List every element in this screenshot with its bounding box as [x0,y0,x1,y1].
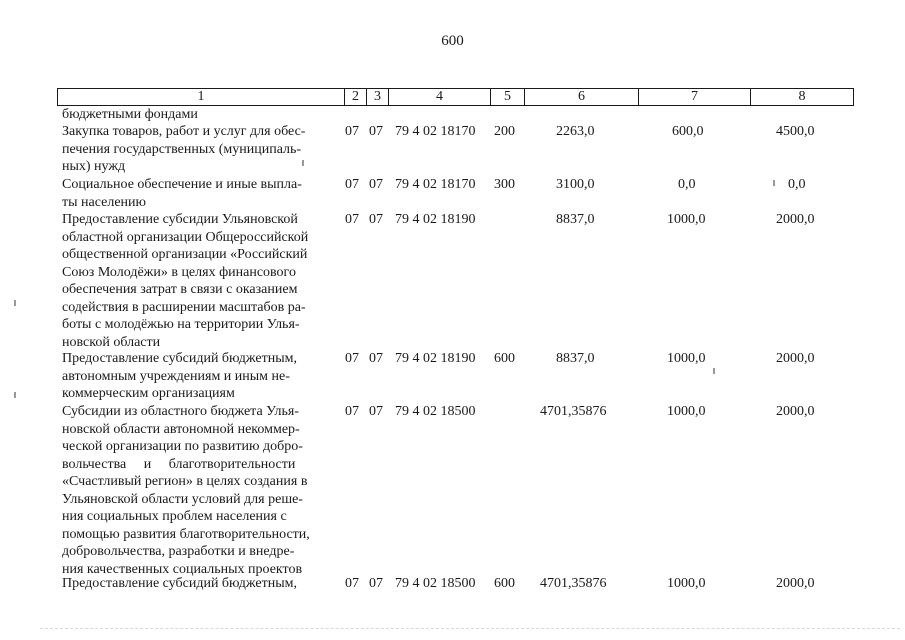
scan-speck [14,392,16,398]
description-line: областной организации Общероссийской [62,229,309,245]
description-line: содействия в расширении масштабов ра- [62,299,306,315]
description-line: добровольчества, разработки и внедре- [62,544,295,559]
description-line: Закупка товаров, работ и услуг для обес- [62,124,306,139]
cell-section: 07 [345,177,359,192]
table-header [57,88,854,106]
description-line: Социальное обеспечение и иные выпла- [62,177,302,192]
cell-col7: 1000,0 [667,576,706,591]
header-col-6: 6 [524,89,638,105]
cell-target-article: 79 4 02 18170 [395,124,476,139]
header-col-8: 8 [750,89,853,105]
cell-target-article: 79 4 02 18190 [395,351,476,366]
scan-speck [14,300,16,306]
cell-expense-type: 200 [494,124,515,139]
description-line: новской области автономной некоммер- [62,421,300,437]
cell-col8: 2000,0 [776,576,815,591]
table-row-description [62,106,337,124]
description-line: «Счастливый регион» в целях создания в [62,474,308,489]
description-line: Субсидии из областного бюджета Улья- [62,404,299,419]
cell-target-article: 79 4 02 18500 [395,576,476,591]
cell-section: 07 [345,351,359,366]
cell-section: 07 [345,404,359,419]
description-line: Предоставление субсидий бюджетным, [62,576,298,591]
header-col-3: 3 [366,89,388,105]
description-line: ческой организации по развитию добро- [62,439,303,454]
cell-col7: 1000,0 [667,212,706,227]
cell-expense-type: 600 [494,351,515,366]
cell-col7: 0,0 [678,177,696,192]
description-line: ных) нужд [62,159,126,174]
cell-subsection: 07 [369,351,383,366]
cell-section: 07 [345,212,359,227]
table-row-description [62,403,337,578]
description-line: ния качественных социальных проектов [62,561,303,577]
description-line: помощью развития благотворительности, [62,526,310,542]
cell-col6: 8837,0 [556,351,595,366]
cell-col6: 4701,35876 [540,404,607,419]
cell-subsection: 07 [369,212,383,227]
cell-col6: 3100,0 [556,177,595,192]
description-line: Предоставление субсидий бюджетным, [62,351,298,366]
cell-section: 07 [345,576,359,591]
cell-expense-type: 300 [494,177,515,192]
cell-subsection: 07 [369,576,383,591]
cell-col8: 2000,0 [776,404,815,419]
cell-target-article: 79 4 02 18190 [395,212,476,227]
cell-subsection: 07 [369,177,383,192]
description-line: общественной организации «Российский [62,247,308,262]
table-row-description [62,211,337,351]
cell-col8: 2000,0 [776,351,815,366]
description-line: автономным учреждениям и иным не- [62,368,290,384]
description-line: боты с молодёжью на территории Улья- [62,317,300,332]
description-line: коммерческим организациям [62,386,235,401]
description-line: печения государственных (муниципаль- [62,141,302,157]
cell-section: 07 [345,124,359,139]
cell-col6: 4701,35876 [540,576,607,591]
cell-col6: 2263,0 [556,124,595,139]
cell-col7: 1000,0 [667,404,706,419]
table-row-description [62,123,337,176]
description-line: вольчества и благотворительности [62,456,296,472]
cell-subsection: 07 [369,404,383,419]
cell-subsection: 07 [369,124,383,139]
scan-bottom-rule [40,628,900,629]
table-row-description [62,350,337,403]
page-number: 600 [441,33,464,49]
cell-col7: 1000,0 [667,351,706,366]
table-row-description [62,176,337,211]
description-line: Ульяновской области условий для реше- [62,491,303,507]
cell-target-article: 79 4 02 18170 [395,177,476,192]
description-line: обеспечения затрат в связи с оказанием [62,282,298,297]
description-line: ния социальных проблем населения с [62,509,287,524]
cell-col8: 0,0 [788,177,806,192]
header-col-5: 5 [490,89,524,105]
header-col-7: 7 [638,89,750,105]
header-col-1: 1 [197,89,205,104]
description-line: бюджетными фондами [62,107,198,122]
header-col-4: 4 [388,89,490,105]
cell-target-article: 79 4 02 18500 [395,404,476,419]
description-line: новской области [62,334,161,350]
description-line: Предоставление субсидии Ульяновской [62,212,298,227]
scan-speck [302,160,304,166]
scan-speck [713,368,715,374]
cell-col7: 600,0 [672,124,704,139]
cell-col8: 2000,0 [776,212,815,227]
cell-col6: 8837,0 [556,212,595,227]
table-row-description [62,575,337,593]
header-col-2: 2 [344,89,366,105]
description-line: Союз Молодёжи» в целях финансового [62,264,296,280]
cell-expense-type: 600 [494,576,515,591]
scan-speck [773,180,775,186]
cell-col8: 4500,0 [776,124,815,139]
description-line: ты населению [62,194,146,210]
